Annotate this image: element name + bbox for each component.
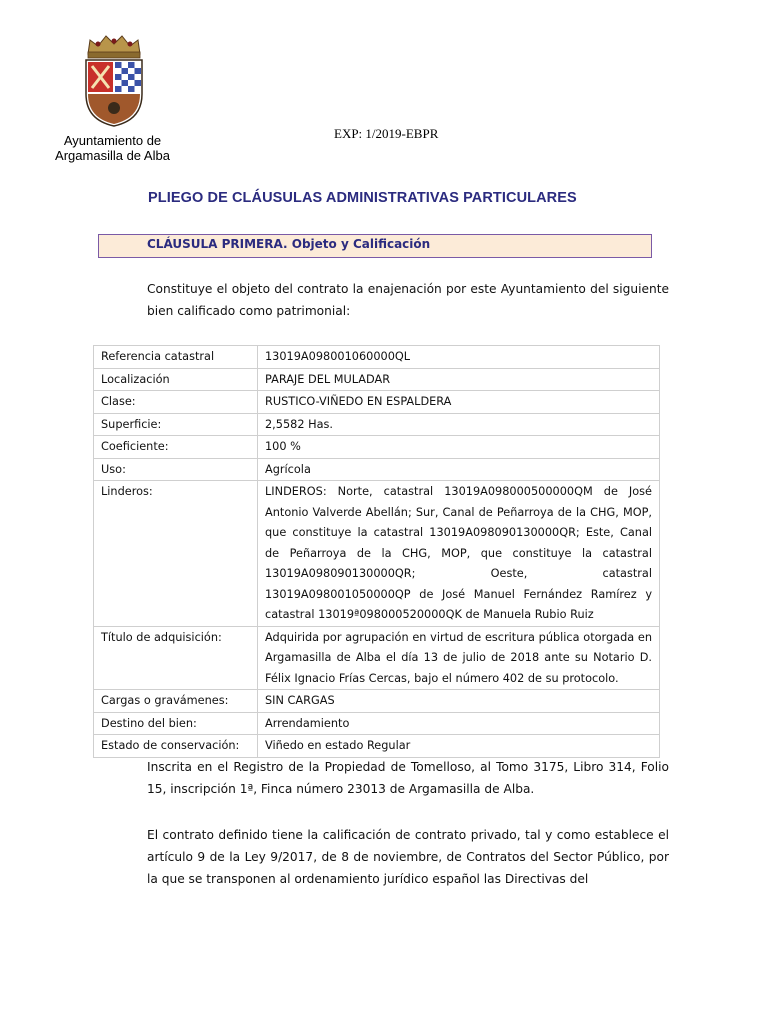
table-row [94, 413, 660, 436]
row-value: PARAJE DEL MULADAR [258, 368, 660, 391]
row-value: Adquirida por agrupación en virtud de escritura pública otorgada en Argamasilla de Alba el día 13 de julio de 2018 ante su Notario D. Félix Ignacio Frías Cercas, bajo el número 402 de su protocolo. [258, 626, 660, 690]
table-row [94, 436, 660, 459]
registry-text: Inscrita en el Registro de la Propiedad de Tomelloso, al Tomo 3175, Libro 314, Folio 15, inscripción 1ª, Finca número 23013 de Argamasilla de Alba. [147, 760, 669, 796]
row-value: Viñedo en estado Regular [258, 735, 660, 758]
row-label: Coeficiente: [94, 436, 258, 459]
contract-paragraph [101, 824, 669, 890]
table-row [94, 481, 660, 627]
row-label: Estado de conservación: [94, 735, 258, 758]
org-line-2: Argamasilla de Alba [55, 148, 170, 163]
table-row [94, 368, 660, 391]
row-label: Linderos: [94, 481, 258, 627]
table-row [94, 626, 660, 690]
row-value: 13019A098001060000QL [258, 346, 660, 369]
row-label: Destino del bien: [94, 712, 258, 735]
organization-name [40, 133, 185, 163]
table-row [94, 690, 660, 713]
row-label: Superficie: [94, 413, 258, 436]
row-label: Uso: [94, 458, 258, 481]
row-value: Agrícola [258, 458, 660, 481]
document-title: PLIEGO DE CLÁUSULAS ADMINISTRATIVAS PARTICULARES [148, 190, 577, 206]
org-line-1: Ayuntamiento de [63, 133, 162, 148]
table-row [94, 712, 660, 735]
table-row [94, 735, 660, 758]
clause-heading-box [98, 234, 652, 258]
table-row [94, 391, 660, 414]
coat-of-arms-icon [80, 32, 148, 128]
row-value: Arrendamiento [258, 712, 660, 735]
row-value: SIN CARGAS [258, 690, 660, 713]
table-row [94, 458, 660, 481]
row-label: Localización [94, 368, 258, 391]
registry-paragraph [101, 756, 669, 800]
intro-paragraph [101, 278, 669, 322]
row-value: RUSTICO-VIÑEDO EN ESPALDERA [258, 391, 660, 414]
table-row [94, 346, 660, 369]
row-label: Clase: [94, 391, 258, 414]
row-label: Cargas o gravámenes: [94, 690, 258, 713]
row-label: Referencia catastral [94, 346, 258, 369]
clause-title: CLÁUSULA PRIMERA. Objeto y Calificación [147, 237, 431, 251]
expedient-number: EXP: 1/2019-EBPR [334, 126, 439, 141]
row-value: LINDEROS: Norte, catastral 13019A098000500000QM de José Antonio Valverde Abellán; Sur, Canal de Peñarroya de la CHG, MOP, que constituye la catastral 13019A098090130000QR; Este, Canal de Peñarroya de la CHG, MOP, que constituye la catastral 13019A098090130000QR; Oeste, catastral 13019A098001050000QP de José Manuel Fernández Ramírez y catastral 13019ª098000520000QK de Manuela Rubio Ruiz [258, 481, 660, 627]
intro-text: Constituye el objeto del contrato la enajenación por este Ayuntamiento del siguiente bien calificado como patrimonial: [147, 282, 669, 318]
row-label: Título de adquisición: [94, 626, 258, 690]
contract-text: El contrato definido tiene la calificación de contrato privado, tal y como establece el artículo 9 de la Ley 9/2017, de 8 de noviembre, de Contratos del Sector Público, por la que se transponen al ordenamiento jurídico español las Directivas del [147, 828, 669, 886]
property-table [93, 345, 660, 758]
row-value: 100 % [258, 436, 660, 459]
row-value: 2,5582 Has. [258, 413, 660, 436]
